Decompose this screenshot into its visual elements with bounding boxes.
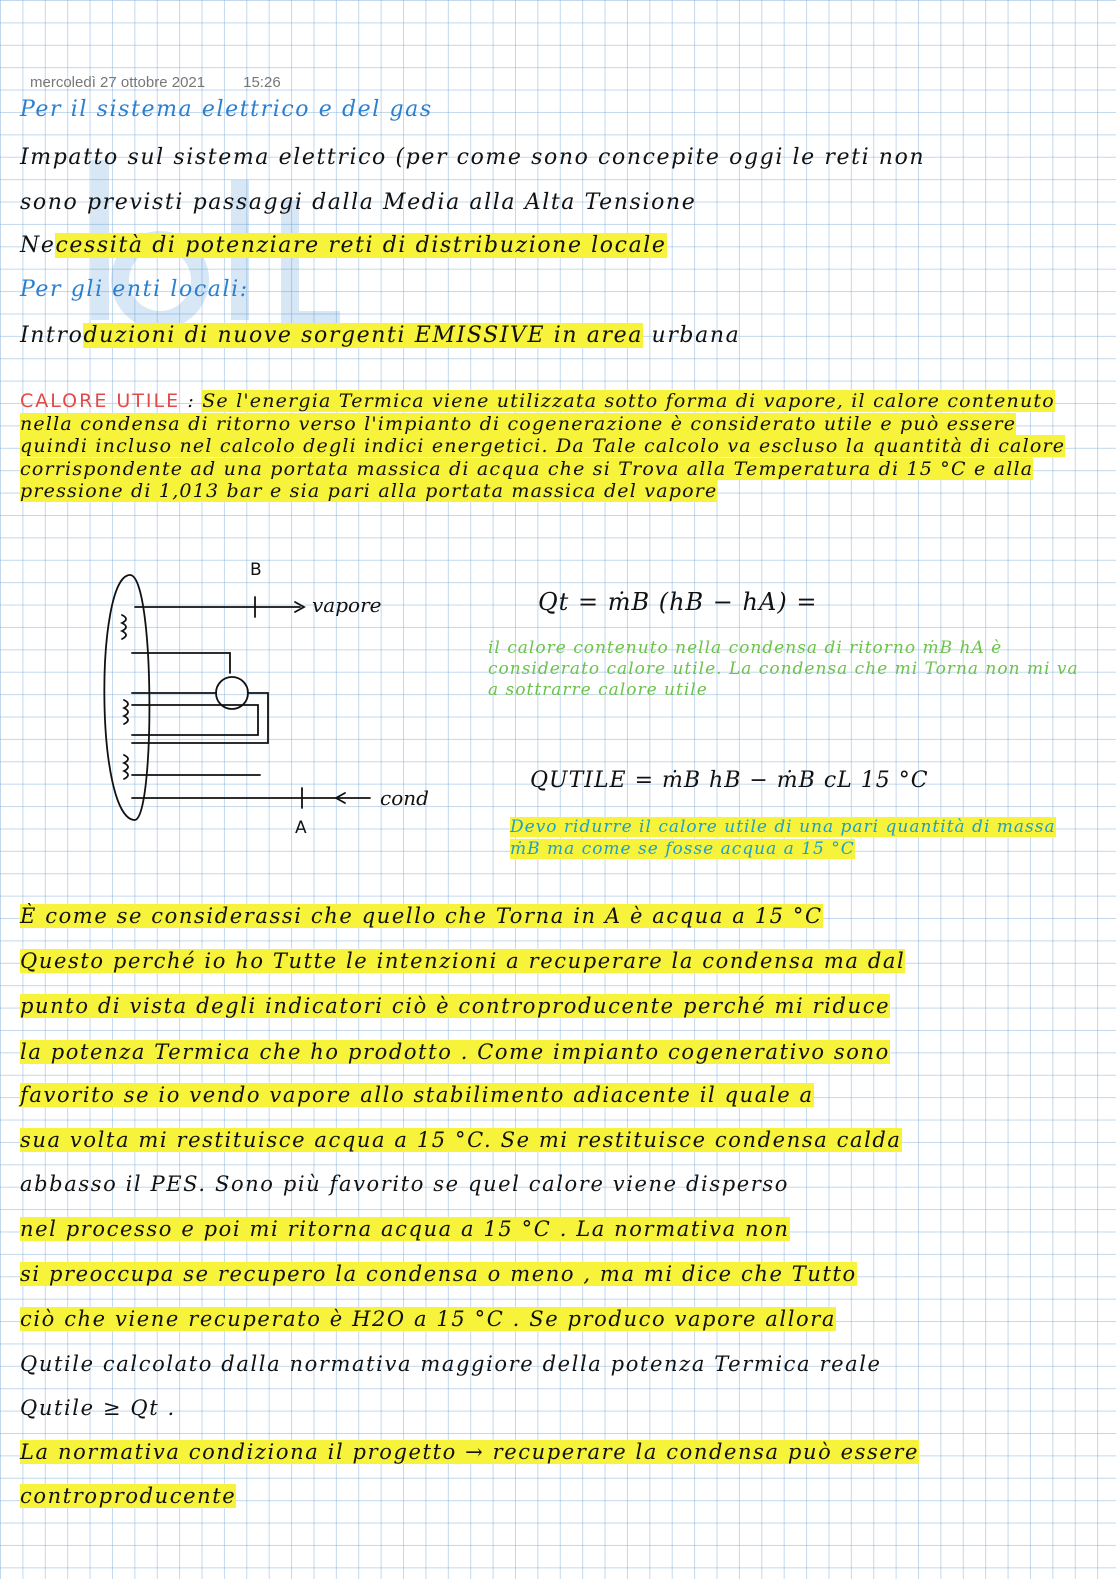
note-teal: Devo ridurre il calore utile di una pari quantità di massa ṁB ma come se fosse acqua a 15 °C bbox=[510, 817, 1056, 859]
calore-label: CALORE UTILE bbox=[20, 390, 181, 412]
label-a: A bbox=[295, 818, 307, 838]
text-line: ciò che viene recuperato è H2O a 15 °C . Se produco vapore allora bbox=[20, 1307, 837, 1331]
text-line: sua volta mi restituisce acqua a 15 °C. Se mi restituisce condensa calda bbox=[20, 1128, 902, 1152]
text-line: punto di vista degli indicatori ciò è controproducente perché mi riduce bbox=[20, 994, 891, 1018]
text-line: Qutile calcolato dalla normativa maggiore della potenza Termica reale bbox=[20, 1352, 882, 1376]
calore-text: Se l'energia Termica viene utilizzata sotto forma di vapore, il calore contenuto nella condensa di ritorno verso l'impianto di cogenerazione è considerato utile e può essere quindi incluso nel calcolo degli indici energetici. Da Tale calcolo va escluso la quantità di calore corrispondente ad una portata massica di acqua che si Trova alla Temperatura di 15 °C e alla pressione di 1,013 bar e sia pari alla portata massica del vapore bbox=[20, 390, 1066, 503]
section-subtitle: Per gli enti locali: bbox=[20, 277, 249, 302]
text-line: Qutile ≥ Qt . bbox=[20, 1396, 176, 1420]
label-cond: cond bbox=[380, 786, 429, 810]
header-date: mercoledì 27 ottobre 2021 bbox=[30, 74, 206, 91]
text-line: favorito se io vendo vapore allo stabilimento adiacente il quale a bbox=[20, 1083, 814, 1107]
text-line: È come se considerassi che quello che Torna in A è acqua a 15 °C bbox=[20, 904, 823, 928]
calore-paragraph: CALORE UTILE : Se l'energia Termica viene utilizzata sotto forma di vapore, il calore contenuto nella condensa di ritorno verso l'impianto di cogenerazione è considerato utile e può essere quindi incluso nel calcolo degli indici energetici. Da Tale calcolo va escluso la quantità di calore corrispondente ad una portata massica di acqua che si Trova alla Temperatura di 15 °C e alla pressione di 1,013 bar e sia pari alla portata massica del vapore bbox=[20, 390, 1066, 503]
note-green: il calore contenuto nella condensa di ritorno ṁB hA è considerato calore utile. La condensa che mi Torna non mi va a sottrarre calore utile bbox=[488, 638, 1079, 700]
label-vapore: vapore bbox=[312, 593, 382, 617]
text-line: abbasso il PES. Sono più favorito se quel calore viene disperso bbox=[20, 1172, 790, 1196]
text-line: controproducente bbox=[20, 1484, 237, 1508]
text-line: Necessità di potenziare reti di distribuzione locale bbox=[20, 233, 667, 258]
text-line: la potenza Termica che ho prodotto . Come impianto cogenerativo sono bbox=[20, 1040, 890, 1064]
formula-qutile: QUTILE = ṁB hB − ṁB cL 15 °C bbox=[530, 768, 929, 793]
text-line: sono previsti passaggi dalla Media alla Alta Tensione bbox=[20, 190, 697, 215]
text-line: nel processo e poi mi ritorna acqua a 15 °C . La normativa non bbox=[20, 1217, 790, 1241]
text-line: Introduzioni di nuove sorgenti EMISSIVE in area urbana bbox=[20, 323, 741, 348]
text-line: La normativa condiziona il progetto → recuperare la condensa può essere bbox=[20, 1440, 920, 1464]
label-b: B bbox=[250, 560, 262, 580]
header-time: 15:26 bbox=[243, 74, 281, 91]
cogeneration-diagram bbox=[90, 555, 470, 840]
text-line: Questo perché io ho Tutte le intenzioni a recuperare la condensa ma dal bbox=[20, 949, 906, 973]
text-line: si preoccupa se recupero la condensa o meno , ma mi dice che Tutto bbox=[20, 1262, 857, 1286]
text-line: Impatto sul sistema elettrico (per come sono concepite oggi le reti non bbox=[20, 145, 926, 170]
section-title: Per il sistema elettrico e del gas bbox=[20, 97, 433, 122]
page-header bbox=[30, 74, 281, 91]
formula-qt: Qt = ṁB (hB − hA) = bbox=[538, 588, 818, 616]
